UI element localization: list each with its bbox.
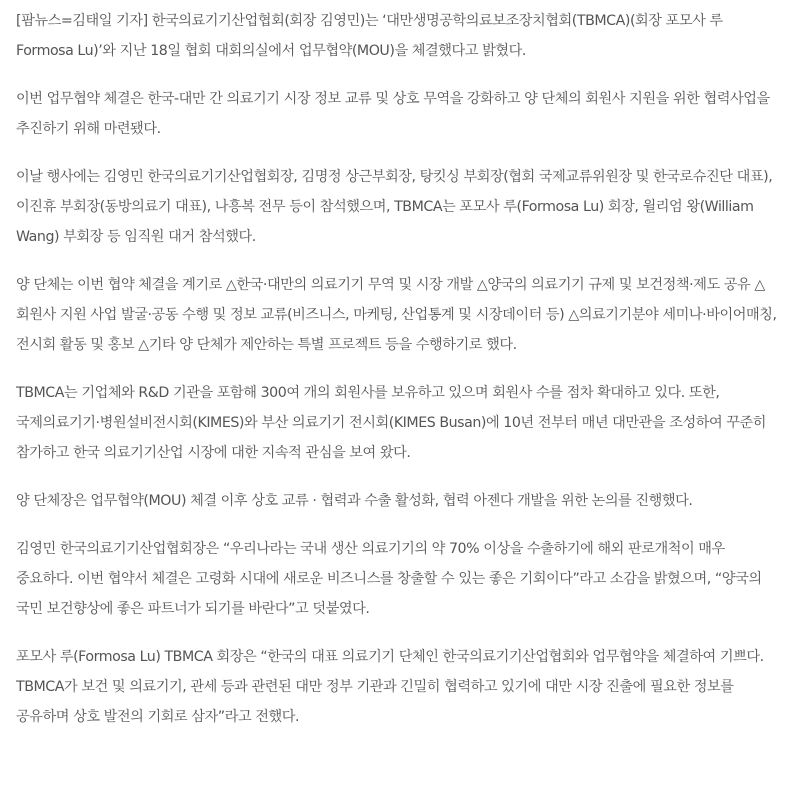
paragraph-attendees: 이날 행사에는 김영민 한국의료기기산업협회장, 김명정 상근부회장, 탕킷싱 부회장(협회 국제교류위원장 및 한국로슈진단 대표), 이진휴 부회장(동방의료기 대표), 나흥복 전무 등이 참석했으며, TBMCA는 포모사 루(Formosa Lu) 회장, 윌리엄 왕(William Wang) 부회장 등 임직원 대거 참석했다. bbox=[16, 169, 773, 245]
paragraph-tbmca-profile: TBMCA는 기업체와 R&D 기관을 포함해 300여 개의 회원사를 보유하고 있으며 회원사 수를 점차 확대하고 있다. 또한, 국제의료기기·병원설비전시회(KIMES)와 부산 의료기기 전시회(KIMES Busan)에 10년 전부터 매년 대만관을 조성하여 꾸준히 참가하고 한국 의료기기산업 시장에 대한 지속적 관심을 보여 왔다. bbox=[16, 385, 767, 461]
paragraph-discussion: 양 단체장은 업무협약(MOU) 체결 이후 상호 교류 · 협력과 수출 활성화, 협력 아젠다 개발을 위한 논의를 진행했다. bbox=[16, 493, 693, 509]
paragraph-purpose: 이번 업무협약 체결은 한국-대만 간 의료기기 시장 정보 교류 및 상호 무역을 강화하고 양 단체의 회원사 지원을 위한 협력사업을 추진하기 위해 마련됐다. bbox=[16, 91, 770, 137]
paragraph-agreement-items: 양 단체는 이번 협약 체결을 계기로 △한국·대만의 의료기기 무역 및 시장 개발 △양국의 의료기기 규제 및 보건정책·제도 공유 △회원사 지원 사업 발굴·공동 수행 및 정보 교류(비즈니스, 마케팅, 산업통계 및 시장데이터 등) △의료기기분야 세미나·바이어매칭, 전시회 활동 및 홍보 △기타 양 단체가 제안하는 특별 프로젝트 등을 수행하기로 했다. bbox=[16, 277, 777, 353]
paragraph-tbmca-quote: 포모사 루(Formosa Lu) TBMCA 회장은 “한국의 대표 의료기기 단체인 한국의료기기산업협회와 업무협약을 체결하여 기쁘다. TBMCA가 보건 및 의료기기, 관세 등과 관련된 대만 정부 기관과 긴밀히 협력하고 있기에 대만 시장 진출에 필요한 정보를 공유하며 상호 발전의 기회로 삼자”라고 전했다. bbox=[16, 649, 764, 725]
article-body bbox=[16, 6, 780, 750]
paragraph-kmdia-quote: 김영민 한국의료기기산업협회장은 “우리나라는 국내 생산 의료기기의 약 70% 이상을 수출하기에 해외 판로개척이 매우 중요하다. 이번 협약서 체결은 고령화 시대에 새로운 비즈니스를 창출할 수 있는 좋은 기회이다”라고 소감을 밝혔으며, “양국의 국민 보건향상에 좋은 파트너가 되기를 바란다”고 덧붙였다. bbox=[16, 541, 762, 617]
paragraph-intro: [팜뉴스=김태일 기자] 한국의료기기산업협회(회장 김영민)는 ‘대만생명공학의료보조장치협회(TBMCA)(회장 포모사 루 Formosa Lu)’와 지난 18일 협회 대회의실에서 업무협약(MOU)을 체결했다고 밝혔다. bbox=[16, 13, 723, 59]
